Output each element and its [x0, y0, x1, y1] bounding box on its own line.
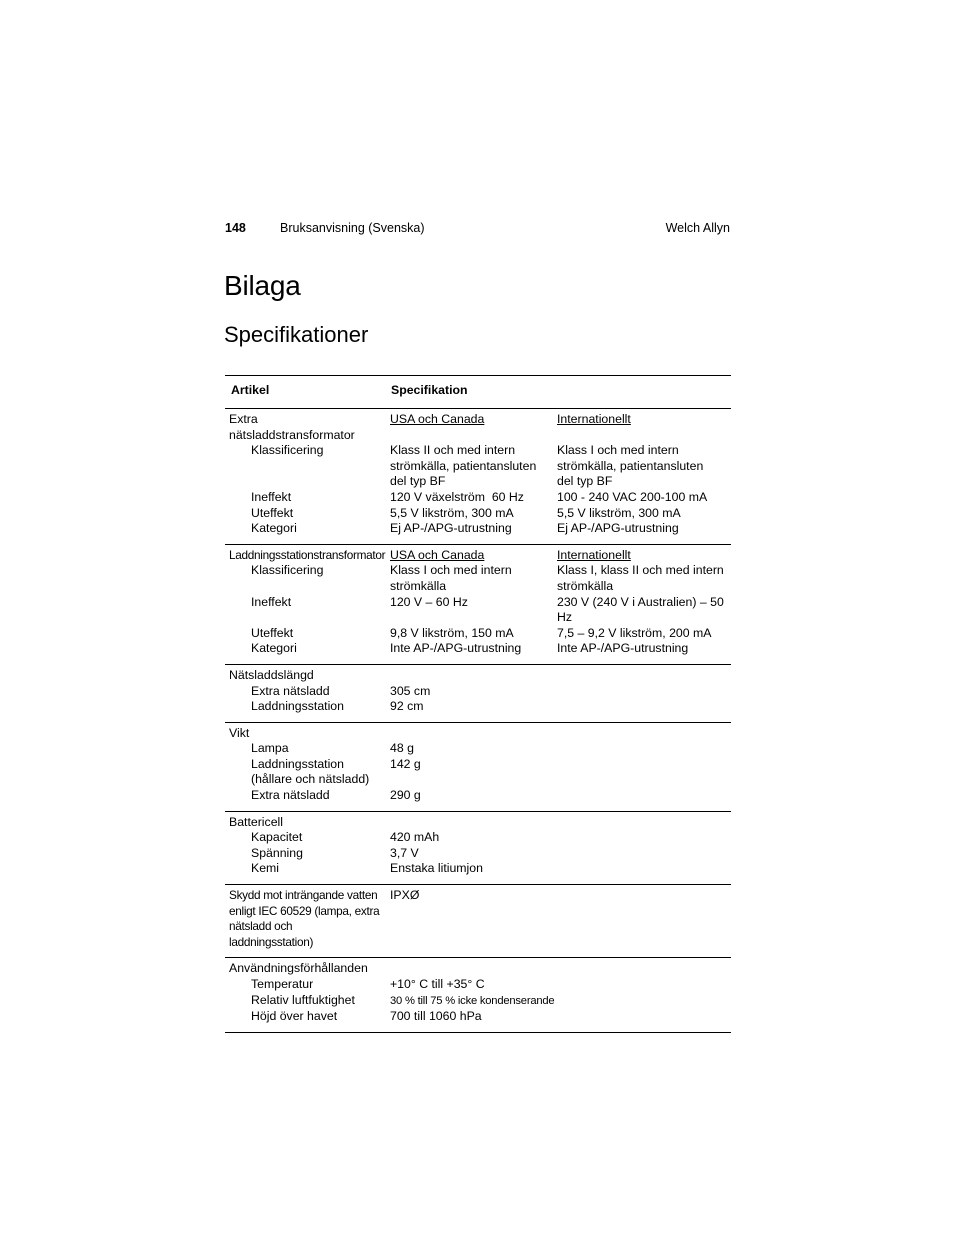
- table-header: [225, 375, 731, 409]
- section-weight: [225, 723, 731, 812]
- charger-category-label: Kategori: [251, 641, 297, 656]
- cord-extra-label: Extra nätsladd: [251, 683, 330, 698]
- transformer-input-usa: 120 V växelström 60 Hz: [390, 489, 524, 504]
- usage-altitude-value: 700 till 1060 hPa: [390, 1009, 482, 1024]
- weight-cord-label: Extra nätsladd: [251, 788, 330, 803]
- transformer-category-label: Kategori: [251, 521, 297, 536]
- charger-category-usa: Inte AP-/APG-utrustning: [390, 641, 522, 656]
- cord-station-label: Laddningsstation: [251, 699, 344, 714]
- cord-station-value: 92 cm: [390, 699, 424, 714]
- cord-title: Nätsladdslängd: [229, 667, 314, 682]
- charger-usa-heading: USA och Canada: [390, 547, 485, 562]
- page-title: Bilaga: [224, 270, 301, 301]
- column-header-spec: Specifikation: [391, 383, 468, 397]
- weight-station-label: Laddningsstation: [251, 756, 344, 771]
- transformer-class-label: Klassificering: [251, 443, 324, 458]
- weight-station-value: 142 g: [390, 756, 421, 771]
- charger-output-intl: 7,5 – 9,2 V likström, 200 mA: [557, 625, 712, 640]
- battery-chemistry-value: Enstaka litiumjon: [390, 861, 483, 876]
- page-header: [225, 221, 730, 239]
- battery-capacity-label: Kapacitet: [251, 830, 303, 845]
- document-title: Bruksanvisning (Svenska): [280, 221, 425, 235]
- battery-voltage-value: 3,7 V: [390, 845, 419, 860]
- charger-input-usa: 120 V – 60 Hz: [390, 594, 468, 609]
- usage-title: Användningsförhållanden: [229, 961, 368, 976]
- usage-altitude-label: Höjd över havet: [251, 1009, 338, 1024]
- weight-station-note: (hållare och nätsladd): [251, 772, 370, 787]
- transformer-output-intl: 5,5 V likström, 300 mA: [557, 505, 681, 520]
- transformer-output-usa: 5,5 V likström, 300 mA: [390, 505, 514, 520]
- transformer-class-usa: Klass II och med intern strömkälla, patientansluten del typ BF: [390, 443, 537, 489]
- section-battery: [225, 812, 731, 885]
- charger-class-usa: Klass I och med intern strömkälla: [390, 563, 512, 593]
- transformer-intl-heading: Internationellt: [557, 412, 631, 426]
- section-title: Specifikationer: [224, 322, 369, 347]
- transformer-category-intl: Ej AP-/APG-utrustning: [557, 521, 679, 536]
- spec-table: [225, 375, 731, 1033]
- usage-temp-label: Temperatur: [251, 977, 314, 991]
- charger-class-intl: Klass I, klass II och med intern strömkälla: [557, 563, 724, 593]
- section-transformer: [225, 409, 731, 545]
- section-charger: [225, 545, 731, 665]
- water-value: IPXØ: [390, 888, 420, 903]
- transformer-output-label: Uteffekt: [251, 505, 294, 520]
- weight-cord-value: 290 g: [390, 788, 421, 803]
- battery-title: Battericell: [229, 814, 283, 829]
- charger-intl-heading: Internationellt: [557, 547, 631, 562]
- charger-input-intl: 230 V (240 V i Australien) – 50 Hz: [557, 594, 724, 625]
- transformer-title: Extra nätsladdstransformator: [229, 412, 355, 442]
- transformer-input-label: Ineffekt: [251, 489, 292, 504]
- charger-output-label: Uteffekt: [251, 625, 294, 640]
- transformer-usa-heading: USA och Canada: [390, 412, 485, 426]
- charger-class-label: Klassificering: [251, 563, 324, 578]
- weight-title: Vikt: [229, 725, 250, 740]
- charger-title: Laddningsstationstransformator: [229, 547, 386, 562]
- charger-output-usa: 9,8 V likström, 150 mA: [390, 625, 514, 640]
- brand-name: Welch Allyn: [665, 221, 730, 235]
- section-usage-conditions: [225, 958, 731, 1032]
- usage-temp-value: +10° C till +35° C: [390, 977, 485, 991]
- transformer-category-usa: Ej AP-/APG-utrustning: [390, 521, 512, 536]
- charger-input-label: Ineffekt: [251, 594, 292, 609]
- weight-lamp-label: Lampa: [251, 741, 289, 756]
- page-number: 148: [225, 221, 246, 235]
- battery-chemistry-label: Kemi: [251, 861, 280, 876]
- section-water-protection: [225, 885, 731, 958]
- cord-extra-value: 305 cm: [390, 683, 431, 698]
- transformer-class-intl: Klass I och med intern strömkälla, patientansluten del typ BF: [557, 443, 704, 489]
- charger-category-intl: Inte AP-/APG-utrustning: [557, 641, 689, 656]
- section-cord-length: [225, 665, 731, 723]
- transformer-input-intl: 100 - 240 VAC 200-100 mA: [557, 489, 708, 504]
- weight-lamp-value: 48 g: [390, 741, 414, 756]
- battery-capacity-value: 420 mAh: [390, 830, 440, 845]
- column-header-article: Artikel: [231, 383, 270, 397]
- battery-voltage-label: Spänning: [251, 845, 303, 860]
- usage-humidity-label: Relativ luftfuktighet: [251, 992, 355, 1007]
- usage-humidity-value: 30 % till 75 % icke kondenserande: [390, 994, 555, 1007]
- water-label: Skydd mot inträngande vatten enligt IEC 60529 (lampa, extra nätsladd och laddningsstation): [229, 888, 380, 949]
